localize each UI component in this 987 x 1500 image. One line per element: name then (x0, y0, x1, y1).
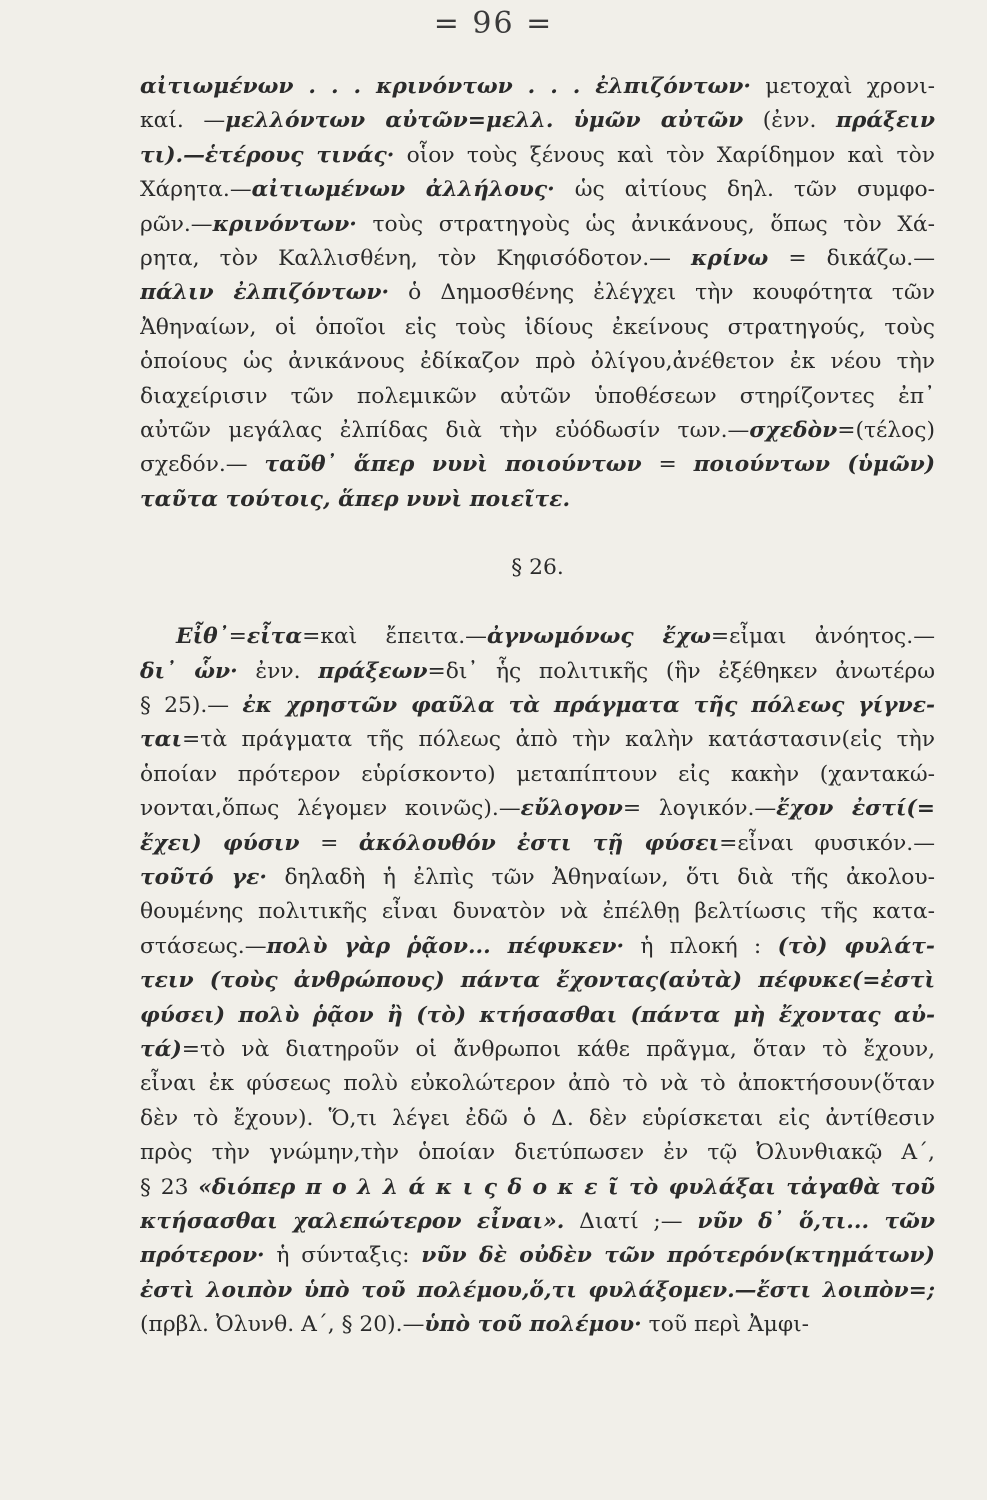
text-line (140, 276, 935, 310)
text-run: ρητα, τὸν Καλλισθένη, τὸν Κηφισόδοτον.— (140, 245, 692, 271)
text-line (140, 448, 935, 482)
bold-term: «διόπερ π ο λ λ ά κ ι ς δ ο κ ε ῖ τὸ φυλάξαι τἀγαθὰ τοῦ (198, 1174, 935, 1200)
bold-term: ταῦθ᾿ ἅπερ νυνὶ ποιούντων (264, 452, 642, 478)
text-run: ἡ πλοκή : (624, 933, 778, 959)
text-line (140, 483, 935, 517)
text-run: § 25).— (140, 693, 243, 719)
text-line (140, 208, 935, 242)
bold-term: πράξεων (318, 658, 428, 684)
text-run: ρῶν.— (140, 211, 213, 237)
text-line (140, 1308, 935, 1342)
bold-term: πάλιν ἐλπιζόντων· (140, 280, 390, 306)
bold-term: ἔχον ἐστί(= (776, 796, 935, 822)
text-line (140, 311, 935, 345)
paragraph-1 (140, 70, 935, 517)
text-line (140, 689, 935, 723)
text-run: ὡς αἰτίους δηλ. τῶν συμφο- (554, 177, 935, 203)
text-line (140, 104, 935, 138)
bold-term: τοῦτό γε· (140, 864, 267, 890)
text-run: = (641, 452, 694, 478)
text-run: ὁποίους ὡς ἀνικάνους ἐδίκαζον πρὸ ὀλίγου,ἀνέθετον ἐκ νέου τὴν (140, 349, 935, 375)
text-run: Διατί ;— (564, 1208, 698, 1234)
text-line (140, 380, 935, 414)
text-line (140, 1274, 935, 1308)
text-run: διαχείρισιν τῶν πολεμικῶν αὐτῶν ὑποθέσεων στηρίζοντες ἐπ᾿ (140, 383, 935, 409)
bold-term: ταῦτα τούτοις, ἅπερ νυνὶ ποιεῖτε. (140, 486, 571, 512)
text-run: μετοχαὶ χρονι- (751, 74, 935, 99)
text-line (140, 173, 935, 207)
bold-term: ποιούντων (ὑμῶν) (693, 452, 935, 478)
text-run: ἐνν. (237, 658, 319, 684)
text-run: νονται,ὅπως λέγομεν κοινῶς).— (140, 796, 521, 822)
text-run: τοὺς στρατηγοὺς ὡς ἀνικάνους, ὅπως τὸν Χά- (356, 211, 935, 237)
bold-term: μελλόντων αὐτῶν=μελλ. ὑμῶν αὐτῶν (225, 108, 744, 134)
bold-term: ἐστὶ λοιπὸν ὑπὸ τοῦ πολέμου,ὅ,τι φυλάξομεν.—ἔστι λοιπὸν=; (140, 1277, 935, 1303)
text-run: =(τέλος) (837, 417, 935, 443)
bold-term: νῦν δὲ οὐδὲν τῶν πρότερόν(κτημάτων) (421, 1243, 935, 1269)
text-line (140, 139, 935, 173)
bold-term: τι).—ἑτέρους τινάς· (140, 142, 395, 168)
bold-term: πρότερον· (140, 1243, 265, 1269)
bold-term: ἀγνωμόνως ἔχω (486, 624, 711, 650)
text-line (140, 861, 935, 895)
bold-term: τειν (τοὺς ἀνθρώπους) πάντα ἔχοντας(αὐτὰ) πέφυκε(=ἐστὶ (140, 968, 935, 994)
text-run: τοῦ περὶ Ἀμφι- (641, 1312, 810, 1338)
spacer (140, 586, 935, 620)
text-run: εἶναι ἐκ φύσεως πολὺ εὐκολώτερον ἀπὸ τὸ νὰ τὸ ἀποκτήσουν(ὅταν (140, 1071, 935, 1097)
text-line (140, 1067, 935, 1101)
bold-term: ἔχει) φύσιν (140, 830, 300, 856)
text-line (140, 792, 935, 826)
bold-term: ται (140, 727, 182, 753)
page-number: = 96 = (433, 6, 554, 41)
text-line (140, 1171, 935, 1205)
bold-term: σχεδὸν (749, 417, 838, 443)
paragraph-2 (140, 620, 935, 1342)
text-line (140, 827, 935, 861)
bold-term: ἐκ χρηστῶν φαῦλα τὰ πράγματα τῆς πόλεως γίγνε- (242, 693, 935, 719)
text-run: =εἶναι φυσικόν.— (719, 830, 935, 856)
text-run: =δι᾿ ἧς πολιτικῆς (ἣν ἐξέθηκεν ἀνωτέρω (427, 658, 935, 684)
text-run: § 23 (140, 1174, 199, 1200)
text-run: οἷον τοὺς ξένους καὶ τὸν Χαρίδημον καὶ τὸν (394, 142, 935, 168)
text-run: (πρβλ. Ὀλυνθ. Α΄, § 20).— (140, 1312, 425, 1338)
text-run: = (299, 830, 359, 856)
text-line (140, 620, 935, 654)
text-run: = δικάζω.— (768, 245, 935, 271)
text-run: θουμένης πολιτικῆς εἶναι δυνατὸν νὰ ἐπέλθῃ βελτίωσις τῆς κατα- (140, 899, 935, 925)
text-run: =καὶ ἔπειτα.— (302, 624, 487, 650)
text-line (140, 999, 935, 1033)
text-line (140, 70, 935, 104)
text-run: ὁποίαν πρότερον εὑρίσκοντο) μεταπίπτουν εἰς κακὴν (χαντακώ- (140, 761, 935, 787)
text-run: πρὸς τὴν γνώμην,τὴν ὁποίαν διετύπωσεν ἐν τῷ Ὀλυνθιακῷ Α΄, (140, 1140, 935, 1166)
text-line (140, 930, 935, 964)
bold-term: φύσει) πολὺ ῥᾷον ἢ (τὸ) κτήσασθαι (πάντα μὴ ἔχοντας αὐ- (140, 1002, 935, 1028)
bold-term: εἶτα (246, 624, 303, 650)
text-run: =τὰ πράγματα τῆς πόλεως ἀπὸ τὴν καλὴν κατάστασιν(εἰς τὴν (182, 727, 935, 753)
text-line (140, 1136, 935, 1170)
text-line (140, 1205, 935, 1239)
text-line (140, 964, 935, 998)
text-run: αὐτῶν μεγάλας ἐλπίδας διὰ τὴν εὐόδωσίν των.— (140, 417, 750, 443)
bold-term: κτήσασθαι χαλεπώτερον εἶναι». (140, 1208, 565, 1234)
bold-term: πολὺ γὰρ ῥᾷον... πέφυκεν· (266, 933, 625, 959)
text-run: =εἶμαι ἀνόητος.— (710, 624, 935, 650)
text-line (140, 1239, 935, 1273)
text-run: Ἀθηναίων, οἱ ὁποῖοι εἰς τοὺς ἰδίους ἐκείνους στρατηγούς, τοὺς (140, 314, 935, 340)
text-run: ἡ σύνταξις: (264, 1243, 422, 1269)
section-heading: § 26. (511, 555, 564, 581)
text-line (140, 242, 935, 276)
text-line (140, 723, 935, 757)
bold-term: αἰτιωμένων . . . κρινόντων . . . ἐλπιζόντων· (140, 74, 752, 99)
bold-term: κρίνω (691, 245, 769, 271)
text-run: στάσεως.— (140, 933, 267, 959)
commentary-text (140, 70, 935, 1342)
bold-term: ὑπὸ τοῦ πολέμου· (424, 1312, 642, 1338)
text-run: καί. — (140, 108, 226, 134)
text-run: Χάρητα.— (140, 177, 252, 203)
bold-term: τά) (140, 1036, 182, 1062)
text-run: (ἐνν. (743, 108, 836, 134)
text-line (140, 345, 935, 379)
bold-term: πράξειν (835, 108, 935, 134)
text-run: = λογικόν.— (622, 796, 777, 822)
spacer (140, 517, 935, 551)
text-line (140, 1102, 935, 1136)
bold-term: νῦν δ᾿ ὅ,τι... τῶν (697, 1208, 935, 1234)
text-run: ὁ Δημοσθένης ἐλέγχει τὴν κουφότητα τῶν (389, 280, 935, 306)
bold-term: ἀκόλουθόν ἐστι τῇ φύσει (358, 830, 720, 856)
text-run: σχεδόν.— (140, 452, 265, 478)
bold-term: (τὸ) φυλάτ- (777, 933, 935, 959)
bold-term: εὔλογον (520, 796, 623, 822)
bold-term: κρινόντων· (212, 211, 357, 237)
text-line (140, 1033, 935, 1067)
text-run: =τὸ νὰ διατηροῦν οἱ ἄνθρωποι κάθε πρᾶγμα, ὅταν τὸ ἔχουν, (181, 1036, 935, 1062)
text-line (140, 758, 935, 792)
text-line (140, 895, 935, 929)
text-run: = (228, 624, 247, 650)
text-line (140, 414, 935, 448)
text-run: δὲν τὸ ἔχουν). Ὅ,τι λέγει ἐδῶ ὁ Δ. δὲν εὑρίσκεται εἰς ἀντίθεσιν (140, 1105, 935, 1131)
bold-term: Εἶθ᾿ (176, 624, 229, 650)
text-run: δηλαδὴ ἡ ἐλπὶς τῶν Ἀθηναίων, ὅτι διὰ τῆς ἀκολου- (266, 864, 935, 890)
bold-term: δι᾿ ὧν· (140, 658, 238, 684)
bold-term: αἰτιωμένων ἀλλήλους· (251, 177, 555, 203)
text-line (140, 655, 935, 689)
